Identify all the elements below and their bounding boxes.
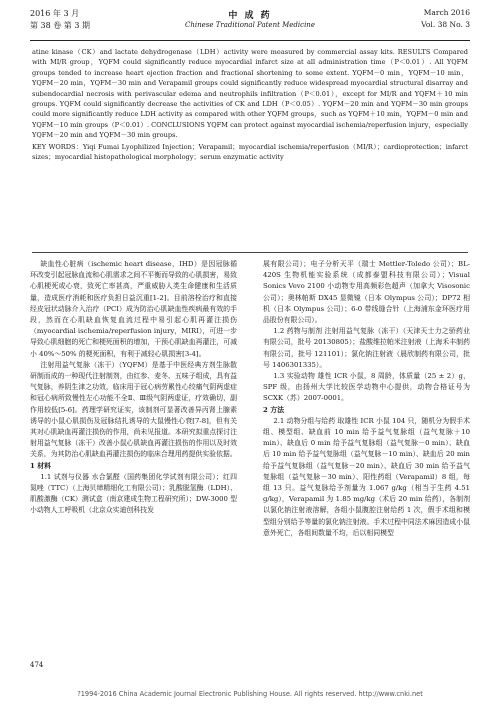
running-header (30, 8, 470, 40)
header-date-en: March 2016 (423, 8, 470, 17)
page-number: 474 (30, 661, 44, 669)
header-rule (30, 40, 470, 41)
journal-title-en: Chinese Traditional Patent Medicine (185, 21, 315, 29)
section-heading-materials: 1 材料 (30, 461, 51, 470)
intro-paragraph-1: 缺血性心脏病（ischemic heart disease，IHD）是因冠脉循环改变引起冠脉血流和心肌需求之间不平衡而导致的心肌损害，易致心肌梗死或心衰，致死亡率甚高，严重威胁人类生命健康和生活质量，造成医疗消耗和医疗负担日益沉重[1-2]。目前溶栓治疗和直接经皮冠状动脉介入治疗（PCI）成为防治心肌缺血性疾病最有效的手段，然而在心肌缺血恢复血流过程中易引起心肌再灌注损伤（myocardial ischemia/reperfusion injury，MIRI），可进一步导致心肌细胞的死亡和梗死面积的增加，干预心肌缺血再灌注，可减小 40%～50% 的梗死面积，有利于减轻心肌损害[3-4]。 (30, 260, 237, 358)
keywords: KEY WORDS：Yiqi Fumai Lyophilized Injection；Verapamil；myocardial ischemia/reperfusion（MI/R）；cardioprotection；infarct sizes；myocardial histopathological morphology；serum enzymatic activity (32, 142, 468, 162)
english-abstract (32, 47, 468, 162)
animals-paragraph: 1.3 实验动物 雄性 ICR 小鼠，8 周龄，体质量（25 ± 2）g，SPF 级，由扬州大学比较医学动物中心提供，动物合格证号为 SCXK（苏）2007-0001。 (263, 372, 470, 403)
drugs-paragraph: 1.2 药物与制剂 注射用益气复脉（冻干）（天津天士力之骄药业有限公司，批号 20130805）；盐酸维拉帕米注射液（上海禾丰制药有限公司，批号 121101）；氯化钠注射液（晨欣制药有限公司，批号 1406301335）。 (263, 327, 470, 369)
left-column (30, 259, 237, 517)
header-volume-cn: 第 38 卷 第 3 期 (30, 21, 90, 30)
header-volume-en: Vol. 38 No. 3 (421, 20, 470, 29)
copyright-footer: ?1994-2016 China Academic Journal Electronic Publishing House. All rights reserved. http://www.cnki.net (77, 690, 423, 698)
abstract-paragraph: atine kinase（CK）and lactate dehydrogenase（LDH）activity were measured by commercial assay kits. RESULTS Compared with MI/R group，YQFM could significantly reduce myocardial infarct size at all administration time（P＜0.01）. All YQFM groups tended to increase heart ejection fraction and fractional shortening to some extent. YQFM－0 min，YQFM－10 min，YQFM－20 min，YQFM－30 min and Verapamil groups could significantly reduce widespread myocardial structural disarray and subendocardial necrosis with perivascular edema and neutrophils infiltration（P＜0.01），except for MI/R and YQFM＋10 min groups. YQFM could significantly decrease the activities of CK and LDH（P＜0.05）. YQFM－20 min and YQFM－30 min groups could more significantly reduce LDH activity as compared with other YQFM groups，such as YQFM＋10 min，YQFM－0 min and YQFM－10 min groups（P＜0.01）. CONCLUSIONS YQFM can protect against myocardial ischemia/reperfusion injury，especially YQFM－20 min and YQFM－30 min groups. (32, 48, 469, 140)
reagents-paragraph: 1.1 试剂与仪器 水合氯醛（国药集团化学试剂有限公司）；红四氮唑（TTC）（上海贝缔精细化工有限公司）；乳酸脱氢酶（LDH）、肌酸激酶（CK）测试盒（南京建成生物工程研究所）；DW-3000 型小动物人工呼吸机（北京众实迪创科技发 (30, 472, 237, 515)
journal-title-cn: 中 成 药 (228, 11, 272, 21)
header-date-cn: 2016 年 3 月 (30, 9, 80, 18)
reagents-continued-paragraph: 展有限公司）；电子分析天平（瑞士 Mettler-Toledo 公司）；BL-420S 生物机能实验系统（成都泰盟科技有限公司）；Visual Sonics Vevo 2100 小动物专用高频彩色超声（加拿大 Visosonic 公司）；奥林帕斯 DX45 显微镜（日本 Olympus 公司）；DP72 相机（日本 Olympus 公司）；6-0 带线缝合针（上海浦东金环医疗用品股份有限公司）。 (263, 260, 470, 325)
section-heading-methods: 2 方法 (263, 405, 284, 414)
intro-paragraph-2: 注射用益气复脉（冻干）（YQFM）是基于中医经典方剂生脉散研制而成的一种现代注射制剂，由红参、麦冬、五味子组成，具有益气复脉，养阴生津之功效，临床用于冠心病劳累性心绞痛气阴两虚症和冠心病所致慢性左心功能不全Ⅱ、Ⅲ级气阴两虚证，疗效确切，副作用较低[5-6]。药理学研究证实，该制剂可显著改善异丙肾上腺素诱导的小鼠心肌损伤及冠脉结扎诱导的大鼠慢性心衰[7-8]，但有关其对心肌缺血再灌注损伤的作用，尚未见报道。本研究拟重点探讨注射用益气复脉（冻干）改善小鼠心肌缺血再灌注损伤的作用以及时效关系，为其防治心肌缺血再灌注损伤的临床合理用药提供实验依据。 (30, 360, 237, 459)
right-column (263, 259, 470, 539)
abstract-rule (32, 252, 468, 253)
grouping-paragraph: 2.1 动物分组与给药 取雄性 ICR 小鼠 104 只，随机分为假手术组、模型组、缺血前 10 min 给予益气复脉组（益气复脉＋10 min）、缺血后 0 min 给予益气复脉组（益气复脉－0 min）、缺血后 10 min 给予益气复脉组（益气复脉－10 min）、缺血后 20 min 给予益气复脉组（益气复脉－20 min）、缺血后 30 min 给予益气复脉组（益气复脉－30 min）、阳性药组（Verapamil）8 组，每组 13 只。益气复脉给予剂量为 1.067 g/kg（相当于生药 4.51 g/kg），Verapamil 为 1.85 mg/kg（术后 20 min 给药），各制剂以氯化钠注射液溶解，各组小鼠腹腔注射给药 1 次，假手术组和模型组分别给予等量的氯化钠注射液。手术过程中同法术麻因造成小鼠意外死亡，各组间数量不均，后以相同模型 (263, 416, 470, 537)
